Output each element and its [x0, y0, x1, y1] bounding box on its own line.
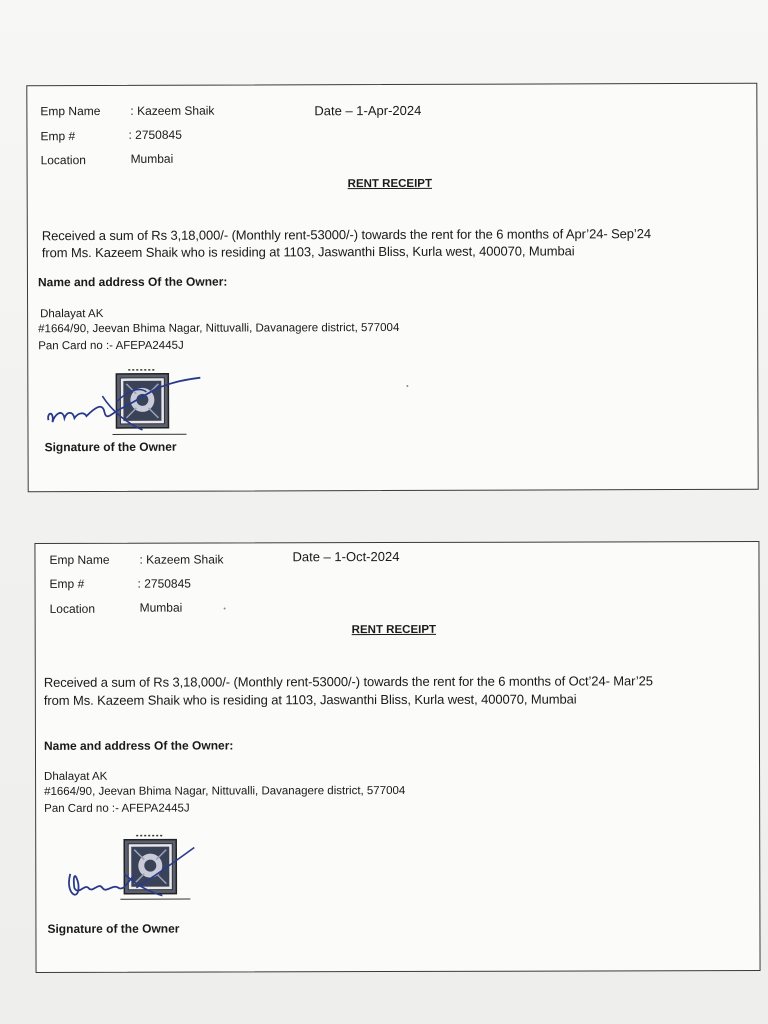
emp-number-label: Emp # [49, 576, 85, 591]
handwritten-signature-icon [62, 844, 202, 919]
owner-name: Dhalayat AK [44, 770, 108, 783]
receipt-date: Date – 1-Apr-2024 [314, 102, 422, 119]
receipt-date: Date – 1-Oct-2024 [292, 548, 400, 565]
receipt-title: RENT RECEIPT [351, 623, 437, 637]
scan-speck [406, 385, 408, 387]
receipt-body-line-1: Received a sum of Rs 3,18,000/- (Monthly rent-53000/-) towards the rent for the 6 months of Oct’24- Mar’25 [43, 673, 653, 690]
rent-receipt-april [26, 83, 758, 493]
signature-label: Signature of the Owner [44, 439, 177, 455]
owner-pan: Pan Card no :- AFEPA2445J [44, 802, 190, 815]
location-value: Mumbai [139, 600, 183, 615]
emp-number-value: : 2750845 [128, 127, 182, 142]
emp-name-value: : Kazeem Shaik [130, 103, 215, 118]
handwritten-signature-icon [42, 372, 202, 448]
owner-address: #1664/90, Jeevan Bhima Nagar, Nittuvalli, Davanagere district, 577004 [44, 784, 406, 798]
owner-name: Dhalayat AK [40, 308, 104, 321]
emp-name-label: Emp Name [49, 552, 110, 567]
emp-number-value: : 2750845 [137, 576, 191, 591]
location-value: Mumbai [130, 151, 174, 166]
owner-heading: Name and address Of the Owner: [43, 738, 234, 753]
signature-label: Signature of the Owner [47, 921, 180, 936]
receipt-body-line-1: Received a sum of Rs 3,18,000/- (Monthly rent-53000/-) towards the rent for the 6 months of Apr’24- Sep’24 [41, 226, 651, 244]
emp-number-label: Emp # [40, 129, 76, 144]
owner-heading: Name and address Of the Owner: [37, 274, 228, 290]
location-label: Location [49, 601, 96, 616]
receipt-body-line-2: from Ms. Kazeem Shaik who is residing at 1103, Jaswanthi Bliss, Kurla west, 400070, Mumbai [43, 691, 577, 708]
owner-address: #1664/90, Jeevan Bhima Nagar, Nittuvalli, Davanagere district, 577004 [38, 321, 400, 336]
owner-pan: Pan Card no :- AFEPA2445J [38, 339, 184, 353]
signature-underline [120, 899, 190, 900]
emp-name-label: Emp Name [40, 104, 101, 119]
rent-receipt-october [34, 541, 760, 973]
receipt-body-line-2: from Ms. Kazeem Shaik who is residing at 1103, Jaswanthi Bliss, Kurla west, 400070, Mumbai [41, 243, 575, 261]
scan-speck [224, 607, 226, 609]
receipt-title: RENT RECEIPT [347, 177, 433, 191]
location-label: Location [40, 153, 86, 168]
emp-name-value: : Kazeem Shaik [139, 552, 224, 567]
